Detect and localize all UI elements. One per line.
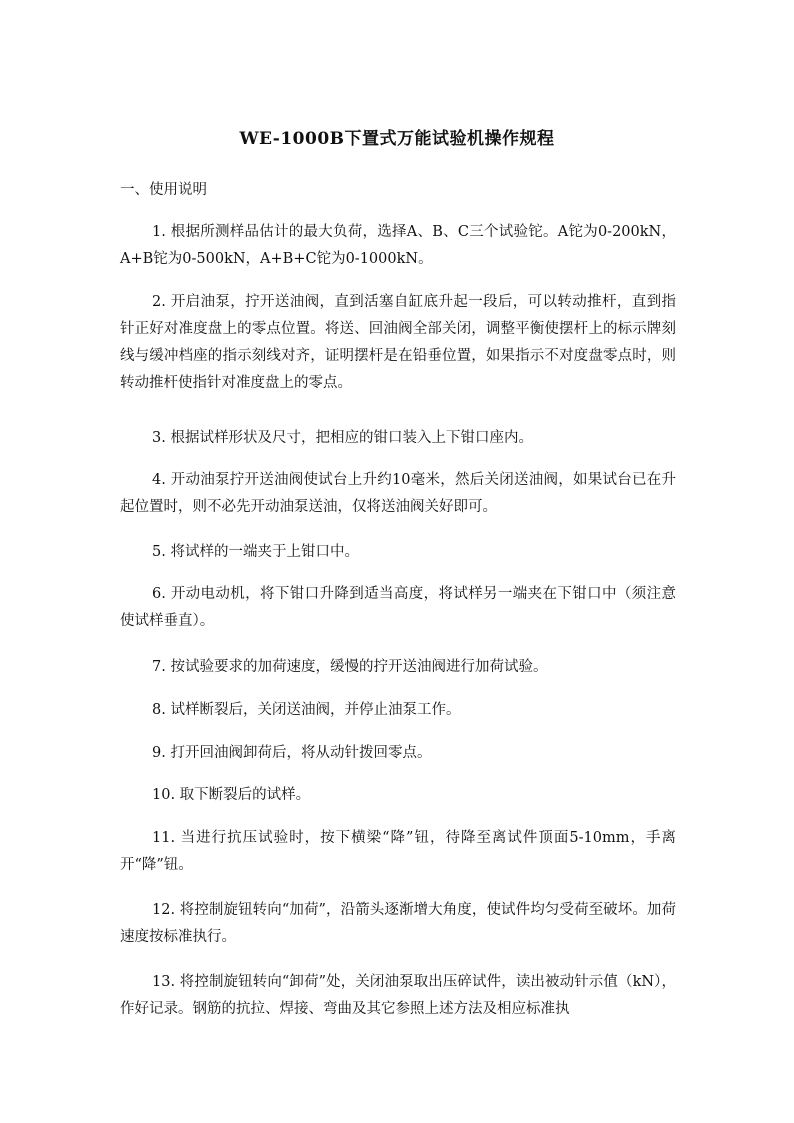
- paragraph-6: 6. 开动电动机，将下钳口升降到适当高度，将试样另一端夹在下钳口中（须注意使试样垂直）。: [120, 586, 676, 629]
- paragraph-10: 10. 取下断裂后的试样。: [152, 787, 311, 803]
- paragraph-12: 12. 将控制旋钮转向“加荷”，沿箭头逐渐增大角度，使试件均匀受荷至破坏。加荷速度按标准执行。: [120, 902, 676, 945]
- paragraph-13: 13. 将控制旋钮转向“卸荷”处，关闭油泵取出压碎试件，读出被动针示值（kN），作好记录。钢筋的抗拉、焊接、弯曲及其它参照上述方法及相应标准执: [120, 974, 676, 1017]
- paragraph-9: 9. 打开回油阀卸荷后，将从动针拨回零点。: [152, 745, 432, 761]
- paragraph-7: 7. 按试验要求的加荷速度，缓慢的拧开送油阀进行加荷试验。: [152, 659, 548, 675]
- section-heading: 一、使用说明: [120, 182, 207, 198]
- paragraph-3: 3. 根据试样形状及尺寸，把相应的钳口装入上下钳口座内。: [152, 430, 533, 446]
- document-title: WE-1000B下置式万能试验机操作规程: [239, 129, 555, 149]
- paragraph-11: 11. 当进行抗压试验时，按下横梁“降”钮，待降至离试件顶面5-10mm，手离开“降”钮。: [120, 830, 676, 873]
- paragraph-4: 4. 开动油泵拧开送油阀使试台上升约10毫米，然后关闭送油阀，如果试台已在升起位置时，则不必先开动油泵送油，仅将送油阀关好即可。: [120, 472, 676, 515]
- paragraph-1: 1. 根据所测样品估计的最大负荷，选择A、B、C三个试验铊。A铊为0-200kN，A+B铊为0-500kN，A+B+C铊为0-1000kN。: [120, 224, 676, 267]
- paragraph-8: 8. 试样断裂后，关闭送油阀，并停止油泵工作。: [152, 702, 461, 718]
- paragraph-5: 5. 将试样的一端夹于上钳口中。: [152, 544, 359, 560]
- paragraph-2: 2. 开启油泵，拧开送油阀，直到活塞自缸底升起一段后，可以转动推杆，直到指针正好对准度盘上的零点位置。将送、回油阀全部关闭，调整平衡使摆杆上的标示牌刻线与缓冲档座的指示刻线对齐，证明摆杆是在铅垂位置，如果指示不对度盘零点时，则转动推杆使指针对准度盘上的零点。: [120, 294, 676, 391]
